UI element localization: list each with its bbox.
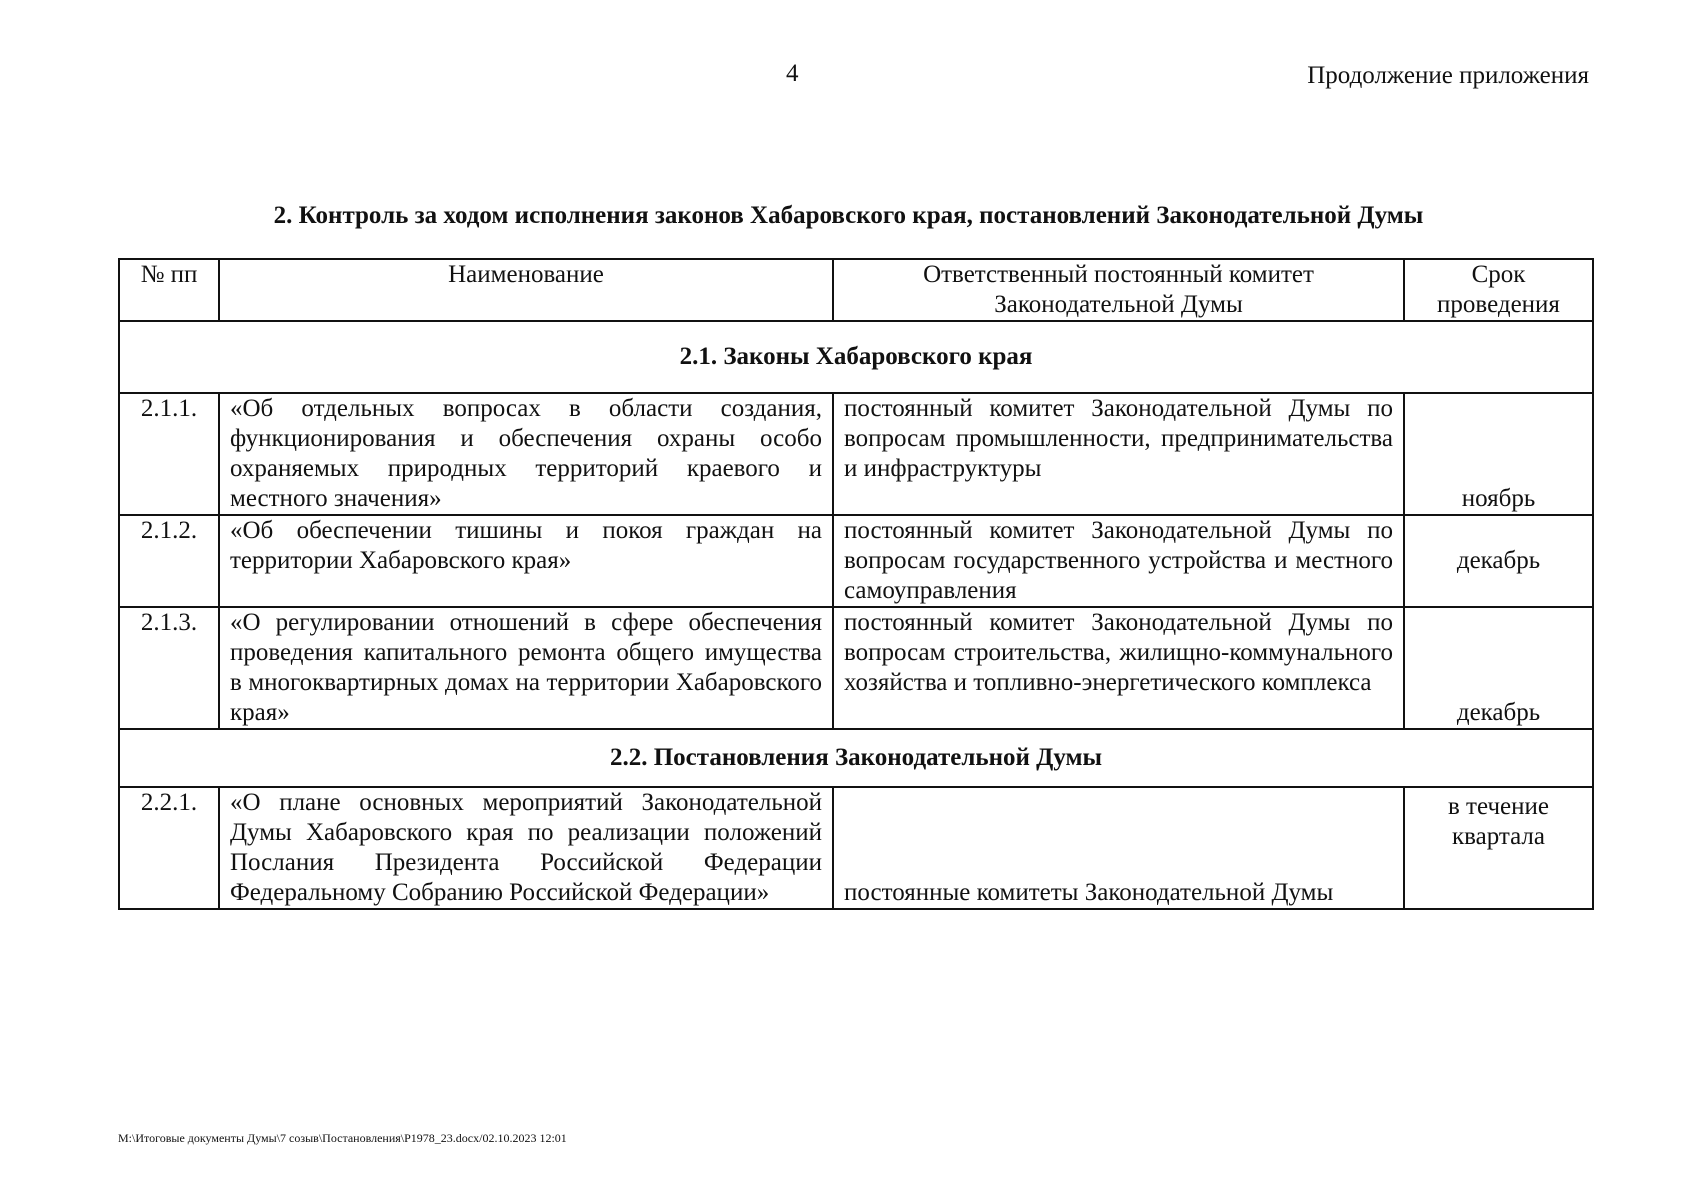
- row-committee: постоянный комитет Законодательной Думы по вопросам промышленности, предпринимательства и инфраструктуры: [833, 393, 1404, 515]
- table-header-row: [119, 259, 1593, 321]
- header-committee: Ответственный постоянный комитет Законодательной Думы: [833, 259, 1404, 321]
- page-number: 4: [786, 60, 799, 87]
- section-title: 2. Контроль за ходом исполнения законов Хабаровского края, постановлений Законодательной Думы: [273, 202, 1424, 229]
- table-row: [119, 787, 1593, 909]
- row-name: «О плане основных мероприятий Законодательной Думы Хабаровского края по реализации положений Послания Президента Российской Федерации Федеральному Собранию Российской Федерации»: [219, 787, 833, 909]
- table-row: [119, 393, 1593, 515]
- continuation-label: Продолжение приложения: [1307, 62, 1589, 89]
- control-plan-table: [118, 258, 1594, 910]
- header-name: Наименование: [219, 259, 833, 321]
- row-number: 2.2.1.: [119, 787, 219, 909]
- header-term: Срок проведения: [1404, 259, 1593, 321]
- row-committee: постоянный комитет Законодательной Думы по вопросам строительства, жилищно-коммунального хозяйства и топливно-энергетического комплекса: [833, 607, 1404, 729]
- footer-file-path: M:\Итоговые документы Думы\7 созыв\Постановления\Р1978_23.docx/02.10.2023 12:01: [118, 1131, 567, 1145]
- row-term: ноябрь: [1404, 393, 1593, 515]
- row-number: 2.1.2.: [119, 515, 219, 607]
- row-name: «Об отдельных вопросах в области создания, функционирования и обеспечения охраны особо охраняемых природных территорий краевого и местного значения»: [219, 393, 833, 515]
- subsection-row: [119, 321, 1593, 393]
- subsection-title: 2.1. Законы Хабаровского края: [119, 321, 1593, 393]
- table-row: [119, 515, 1593, 607]
- row-term: декабрь: [1404, 607, 1593, 729]
- subsection-title: 2.2. Постановления Законодательной Думы: [119, 729, 1593, 787]
- row-number: 2.1.1.: [119, 393, 219, 515]
- row-number: 2.1.3.: [119, 607, 219, 729]
- row-name: «Об обеспечении тишины и покоя граждан на территории Хабаровского края»: [219, 515, 833, 607]
- row-committee: постоянный комитет Законодательной Думы по вопросам государственного устройства и местного самоуправления: [833, 515, 1404, 607]
- row-term: в течение квартала: [1404, 787, 1593, 909]
- row-committee: постоянные комитеты Законодательной Думы: [833, 787, 1404, 909]
- table-row: [119, 607, 1593, 729]
- row-term: декабрь: [1404, 515, 1593, 607]
- header-number: № пп: [119, 259, 219, 321]
- row-name: «О регулировании отношений в сфере обеспечения проведения капитального ремонта общего имущества в многоквартирных домах на территории Хабаровского края»: [219, 607, 833, 729]
- subsection-row: [119, 729, 1593, 787]
